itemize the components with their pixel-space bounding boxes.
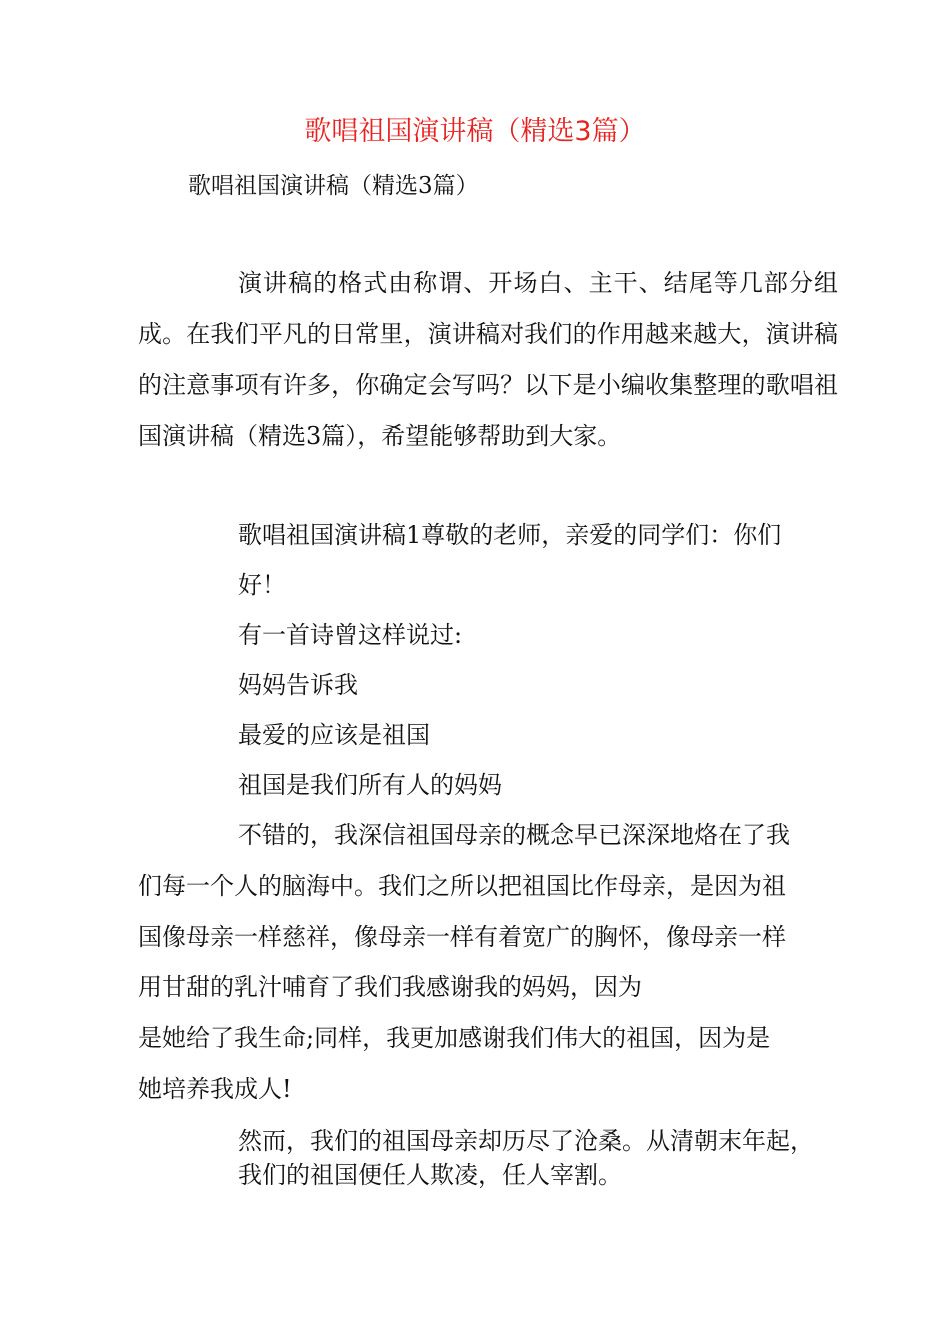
mother-paragraph-line2: 们每一个人的脑海中。我们之所以把祖国比作母亲，是因为祖 (138, 872, 786, 900)
mother-paragraph-line3: 国像母亲一样慈祥，像母亲一样有着宽广的胸怀，像母亲一样 (138, 923, 786, 951)
speech1-opening-line1: 歌唱祖国演讲稿1尊敬的老师，亲爱的同学们：你们 (238, 521, 782, 549)
thanks-paragraph-line2: 她培养我成人! (138, 1075, 292, 1103)
poem-intro: 有一首诗曾这样说过: (238, 621, 463, 649)
mother-paragraph-line4: 用甘甜的乳汁哺育了我们我感谢我的妈妈，因为 (138, 973, 642, 1001)
history-paragraph-line1: 然而，我们的祖国母亲却历尽了沧桑。从清朝末年起， (238, 1127, 814, 1155)
poem-line-2: 最爱的应该是祖国 (238, 721, 430, 749)
document-subtitle: 歌唱祖国演讲稿（精选3篇） (188, 173, 479, 199)
history-paragraph-line2: 我们的祖国便任人欺凌，任人宰割。 (238, 1161, 622, 1189)
mother-paragraph-line1: 不错的，我深信祖国母亲的概念早已深深地烙在了我 (238, 821, 790, 849)
intro-paragraph: 演讲稿的格式由称谓、开场白、主干、结尾等几部分组成。在我们平凡的日常里，演讲稿对我们的作用越来越大，演讲稿的注意事项有许多，你确定会写吗？以下是小编收集整理的歌唱祖国演讲稿（精选3篇），希望能够帮助到大家。 (138, 269, 838, 450)
poem-line-1: 妈妈告诉我 (238, 671, 358, 699)
thanks-paragraph-line1: 是她给了我生命;同样，我更加感谢我们伟大的祖国，因为是 (138, 1024, 771, 1052)
speech1-opening-line2: 好！ (238, 571, 286, 599)
poem-line-3: 祖国是我们所有人的妈妈 (238, 771, 502, 799)
document-title: 歌唱祖国演讲稿（精选3篇） (304, 116, 646, 147)
